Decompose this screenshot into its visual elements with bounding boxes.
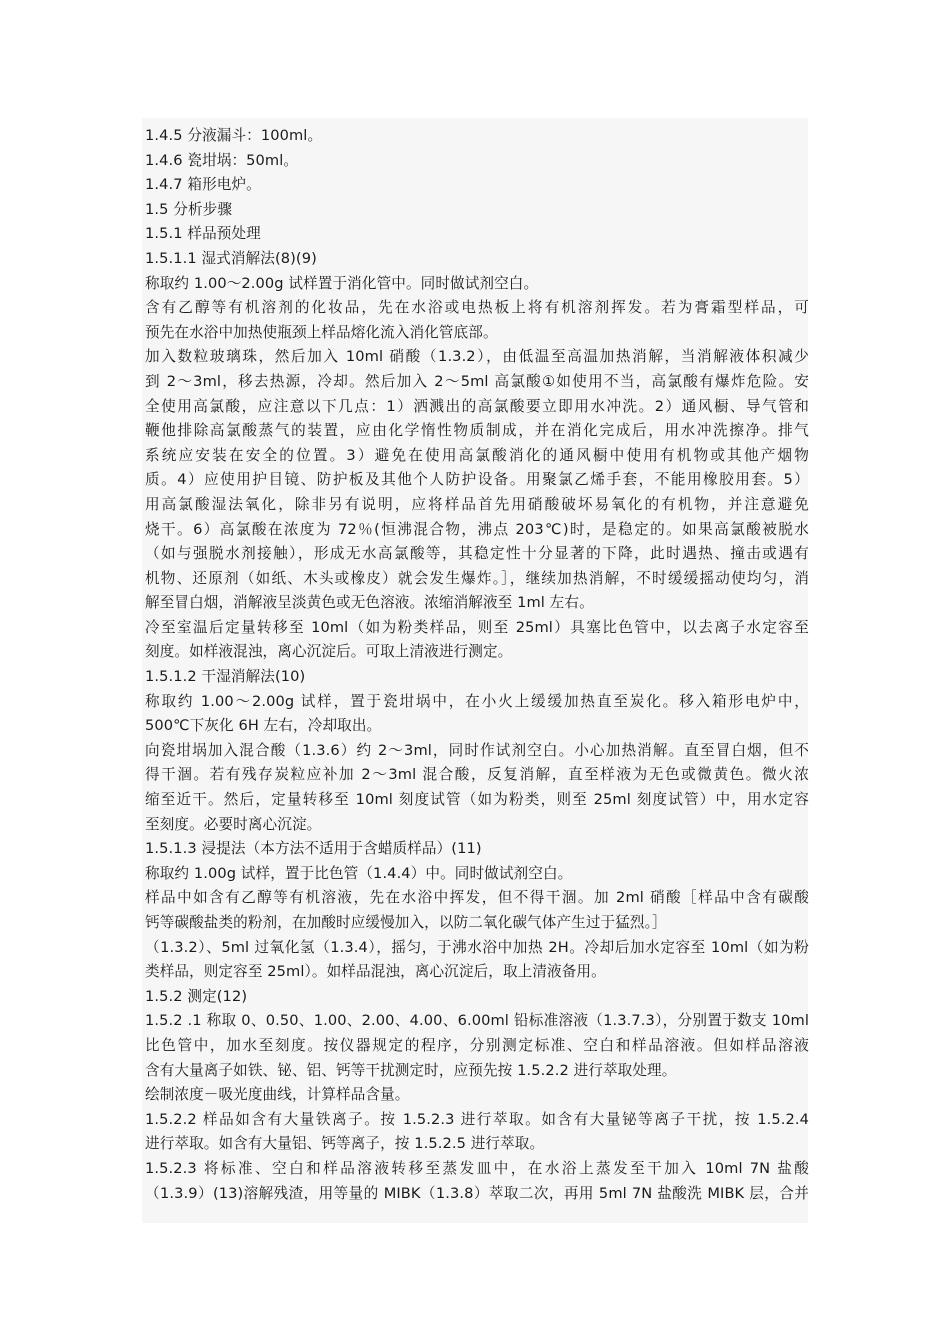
text-line: 到 2～3ml，移去热源，冷却。然后加入 2～5ml 高氯酸①如使用不当，高氯酸有爆炸危险。安 xyxy=(145,372,809,390)
text-line: 得干涸。若有残存炭粒应补加 2～3ml 混合酸，反复消解，直至样液为无色或微黄色。微火浓 xyxy=(145,766,809,784)
text-line: 1.4.6 瓷坩埚：50ml。 xyxy=(145,151,299,169)
text-line: （如与强脱水剂接触），形成无水高氯酸等，其稳定性十分显著的下降，此时遇热、撞击或遇有 xyxy=(145,545,809,563)
text-line: 1.5.2.2 样品如含有大量铁离子。按 1.5.2.3 进行萃取。如含有大量铋等离子干扰，按 1.5.2.4 xyxy=(145,1110,809,1128)
text-line: 全使用高氯酸，应注意以下几点：1）洒溅出的高氯酸要立即用水冲洗。2）通风橱、导气管和 xyxy=(145,397,809,415)
text-line: 用高氯酸湿法氧化，除非另有说明，应将样品首先用硝酸破坏易氧化的有机物，并注意避免 xyxy=(145,495,809,513)
text-line: 至刻度。必要时离心沉淀。 xyxy=(145,815,322,833)
document-text xyxy=(145,124,809,1206)
text-line: 样品中如含有乙醇等有机溶液，先在水浴中挥发，但不得干涸。加 2ml 硝酸［样品中含有碳酸 xyxy=(145,889,809,907)
text-line: 1.5.2.3 将标准、空白和样品溶液转移至蒸发皿中，在水浴上蒸发至干加入 10ml 7N 盐酸 xyxy=(145,1159,809,1177)
text-line: 1.5.1.2 干湿消解法(10) xyxy=(145,668,306,686)
text-line: 比色管中，加水至刻度。按仪器规定的程序，分别测定标准、空白和样品溶液。但如样品溶液 xyxy=(145,1036,809,1054)
text-line: 1.5.2 .1 称取 0、0.50、1.00、2.00、4.00、6.00ml 铅标准溶液（1.3.7.3），分别置于数支 10ml xyxy=(145,1012,809,1030)
text-line: 钙等碳酸盐类的粉剂，在加酸时应缓慢加入，以防二氧化碳气体产生过于猛烈。］ xyxy=(145,914,667,931)
text-line: 1.4.7 箱形电炉。 xyxy=(145,176,261,194)
text-line: 称取约 1.00～2.00g 试样置于消化管中。同时做试剂空白。 xyxy=(145,274,539,292)
text-line: 预先在水浴中加热使瓶颈上样品熔化流入消化管底部。 xyxy=(145,323,498,341)
text-line: 500℃下灰化 6H 左右，冷却取出。 xyxy=(145,717,382,735)
text-line: 绘制浓度－吸光度曲线，计算样品含量。 xyxy=(145,1086,410,1104)
text-line: 称取约 1.00g 试样，置于比色管（1.4.4）中。同时做试剂空白。 xyxy=(145,864,573,882)
text-line: 机物、还原剂（如纸、木头或橡皮）就会发生爆炸。］，继续加热消解，不时缓缓摇动使均匀，消 xyxy=(145,569,809,587)
text-line: 含有大量离子如铁、铋、铝、钙等干扰测定时，应预先按 1.5.2.2 进行萃取处理。 xyxy=(145,1061,677,1079)
text-line: 1.5.2 测定(12) xyxy=(145,987,248,1005)
text-line: 称取约 1.00～2.00g 试样，置于瓷坩埚中，在小火上缓缓加热直至炭化。移入箱形电炉中， xyxy=(145,692,809,710)
text-line: 质。4）应使用护目镜、防护板及其他个人防护设备。用聚氯乙烯手套，不能用橡胶用套。5） xyxy=(145,471,809,489)
text-line: 1.5.1 样品预处理 xyxy=(145,225,261,243)
text-line: 1.5.1.1 湿式消解法(8)(9) xyxy=(145,249,317,267)
text-line: 类样品，则定容至 25ml）。如样品混浊，离心沉淀后，取上清液备用。 xyxy=(145,963,606,981)
text-line: 解至冒白烟，消解液呈淡黄色或无色溶液。浓缩消解液至 1ml 左右。 xyxy=(145,594,594,612)
text-line: 1.5.1.3 浸提法（本方法不适用于含蜡质样品）(11) xyxy=(145,840,482,858)
text-line: 1.4.5 分液漏斗：100ml。 xyxy=(145,127,323,144)
text-line: 1.5 分析步骤 xyxy=(145,200,233,218)
text-line: 加入数粒玻璃珠，然后加入 10ml 硝酸（1.3.2），由低温至高温加热消解，当消解液体积减少 xyxy=(145,348,809,366)
text-line: 系统应安装在安全的位置。3）避免在使用高氯酸消化的通风橱中使用有机物或其他产烟物 xyxy=(145,446,809,464)
text-line: 缩至近干。然后，定量转移至 10ml 刻度试管（如为粉类，则至 25ml 刻度试管）中，用水定容 xyxy=(145,791,809,809)
text-line: （1.3.2）、5ml 过氧化氢（1.3.4），摇匀，于沸水浴中加热 2H。冷却后加水定容至 10ml（如为粉 xyxy=(145,938,809,956)
text-line: 含有乙醇等有机溶剂的化妆品，先在水浴或电热板上将有机溶剂挥发。若为膏霜型样品，可 xyxy=(145,299,809,317)
text-line: 烧干。6）高氯酸在浓度为 72％(恒沸混合物，沸点 203℃)时，是稳定的。如果高氯酸被脱水 xyxy=(145,520,809,538)
text-line: 冷至室温后定量转移至 10ml（如为粉类样品，则至 25ml）具塞比色管中，以去离子水定容至 xyxy=(145,618,809,636)
text-line: 进行萃取。如含有大量铝、钙等离子，按 1.5.2.5 进行萃取。 xyxy=(145,1135,545,1153)
text-line: （1.3.9）(13)溶解残渣，用等量的 MIBK（1.3.8）萃取二次，再用 5ml 7N 盐酸洗 MIBK 层，合并 xyxy=(145,1184,809,1202)
text-line: 刻度。如样液混浊，离心沉淀后。可取上清液进行测定。 xyxy=(145,643,513,661)
text-line: 向瓷坩埚加入混合酸（1.3.6）约 2～3ml，同时作试剂空白。小心加热消解。直至冒白烟，但不 xyxy=(145,741,809,759)
text-line: 鞭他排除高氯酸蒸气的装置，应由化学惰性物质制成，并在消化完成后，用水冲洗擦净。排气 xyxy=(145,422,809,440)
